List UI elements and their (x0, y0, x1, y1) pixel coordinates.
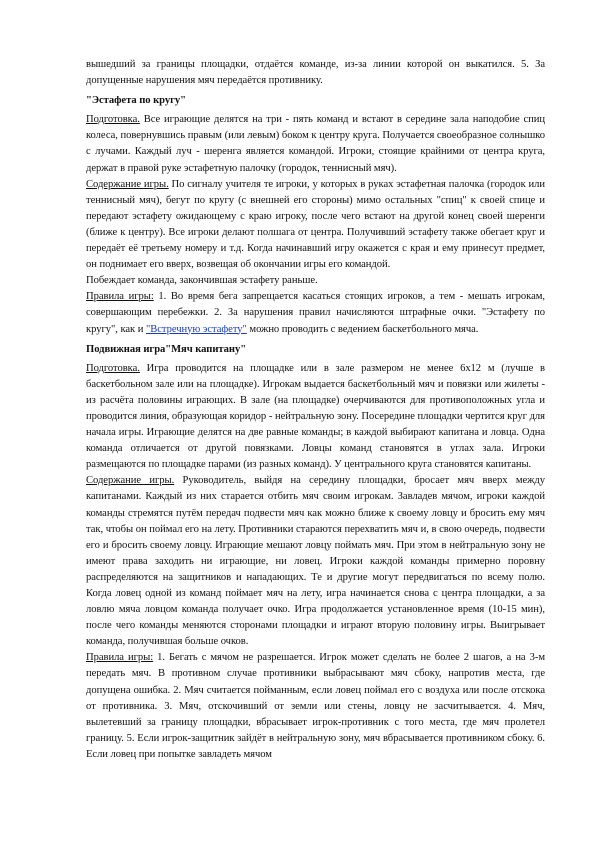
game1-content-label: Содержание игры. (86, 178, 169, 190)
game1-prep-label: Подготовка. (86, 114, 140, 126)
game1-winner: Побеждает команда, закончившая эстафету раньше. (86, 275, 318, 287)
game2-rules (86, 650, 545, 763)
game1-content-text: По сигналу учителя те игроки, у которых в руках эстафетная палочка (городок или теннисный мяч), бегут по кругу (с внешней его стороны) мимо остальных "спиц" к своей спице и передают эстафету ожидающему с краю игроку, после чего встают на другой конец своей шеренги (ближе к центру). Все игроки делают полшага от центра. Получивший эстафету также обегает круг и передаёт её третьему номеру и т.д. Когда начинавший игру окажется с края и ему принесут предмет, он поднимает его вверх, возвещая об окончании игры его командой. (86, 178, 545, 271)
game1-title: "Эстафета по кругу" (86, 95, 186, 107)
game1-prep-text: Все играющие делятся на три - пять команд и встают в середине зала наподобие спиц колеса, повернувшись правым (или левым) боком к центру круга. Получается своеобразное солнышко с лучами. Каждый луч - шеренга является командой. Игроки, стоящие крайними от центра круга, держат в правой руке эстафетную палочку (городок, теннисный мяч). (86, 114, 545, 174)
game2-content (86, 473, 545, 650)
game1-rules-label: Правила игры: (86, 291, 154, 303)
game2-title: Подвижная игра"Мяч капитану" (86, 343, 247, 355)
game1-rules-text: 1. Во время бега запрещается касаться стоящих игроков, а тем - мешать игрокам, совершающим перебежки. 2. За нарушения правил начисляются штрафные очки. "Эстафету по кругу", как и (86, 291, 545, 335)
game2-rules-label: Правила игры: (86, 652, 154, 664)
game2-preparation (86, 361, 545, 474)
game1-rules-after-link: можно проводить с ведением баскетбольного мяча. (246, 323, 479, 335)
game2-prep-text: Игра проводится на площадке или в зале размером не менее 6х12 м (лучше в баскетбольном зале или на площадке). Игрокам выдается баскетбольный мяч и повязки или жилеты - из расчёта половины играющих. В зале (на площадке) очерчиваются для противоположных угла и проводится линия, образующая коридор - нейтральную зону. Посередине площадки чертится круг для начала игры. Играющие делятся на две равные команды; в каждой выбирают капитана и ловца. Одна команда отличается от другой повязками. Ловцы команд становятся в углах зала. Игроки размещаются по площадке парами (из разных команд). У центрального круга становятся капитаны. (86, 362, 545, 471)
game2-content-label: Содержание игры. (86, 475, 175, 487)
document-page (86, 57, 545, 763)
game2-rules-text: 1. Бегать с мячом не разрешается. Игрок может сделать не более 2 шагов, а на 3-м передать мяч. В противном случае противники выбрасывают мяч сбоку, напротив места, где допущена ошибка. 2. Мяч считается пойманным, если ловец поймал его с воздуха или после отскока от противника. 3. Мяч, отскочивший от земли или стены, ловцу не засчитывается. 4. Мяч, вылетевший за границу площадки, вбрасывает игрок-противник с того места, где мяч пролетел границу. 5. Если игрок-защитник зайдёт в нейтральную зону, мяч вбрасывается противником сбоку. 6. Если ловец при попытке завладеть мячом (86, 652, 545, 760)
game1-preparation (86, 112, 545, 176)
game2-content-text: Руководитель, выйдя на середину площадки, бросает мяч вверх между капитанами. Каждый из них старается отбить мяч своим игрокам. Завладев мячом, игроки каждой команды стремятся путём передач подвести мяч как можно ближе к своему ловцу и бросить ему мяч так, чтобы он поймал его на лету. Противники стараются перехватить мяч и, в свою очередь, подвести его и бросить своему ловцу. Играющие мешают ловцу поймать мяч. При этом в нейтральную зону не имеют права заходить ни играющие, ни ловец. Игроки каждой команды примерно поровну распределяются на защитников и нападающих. Те и другие могут передвигаться по всему полю. Когда ловец одной из команд поймает мяч на лету, игра начинается снова с центра площадки, а за ловлю мяча ловцом команда получает очко. Игра продолжается установленное время (10-15 мин), после чего команды меняются сторонами площадки и играют вторую половину игры. Выигрывает команда, получившая больше очков. (86, 475, 546, 648)
game1-rules (86, 289, 545, 337)
intro-paragraph: вышедший за границы площадки, отдаётся команде, из-за линии которой он выкатился. 5. За допущенные нарушения мяч передаётся противнику. (86, 59, 545, 87)
relay-game-link[interactable]: "Встречную эстафету" (145, 323, 247, 335)
game1-content (86, 177, 545, 274)
game2-prep-label: Подготовка. (86, 362, 140, 374)
